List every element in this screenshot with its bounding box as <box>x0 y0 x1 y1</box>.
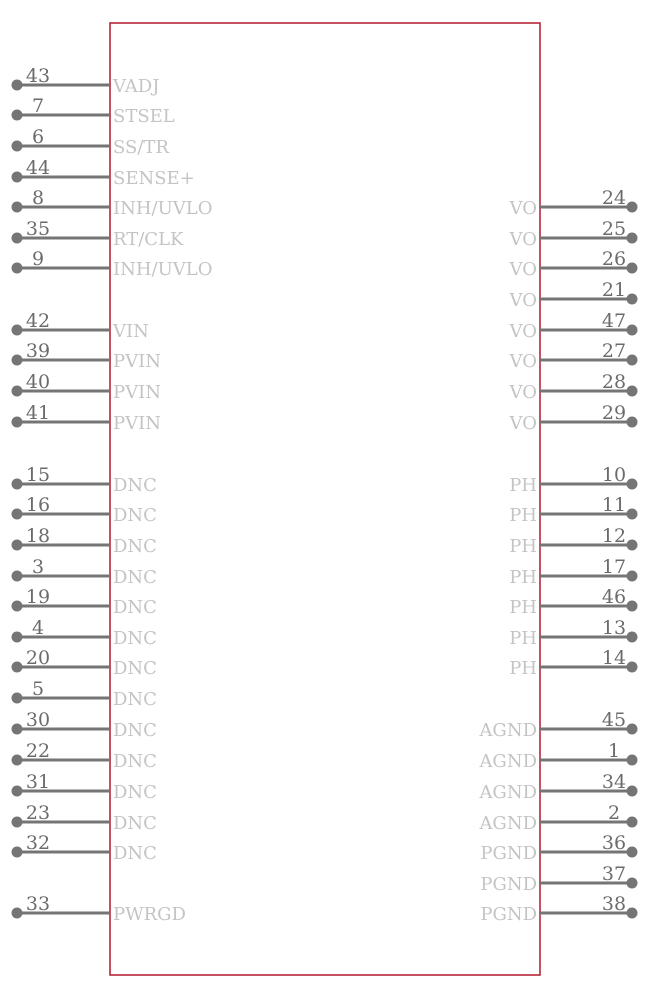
pin-terminal[interactable] <box>12 724 23 735</box>
pin-name: SS/TR <box>113 137 169 158</box>
pin-name: DNC <box>113 751 157 772</box>
pin-number: 3 <box>31 556 45 578</box>
left-pin-42[interactable] <box>12 310 149 342</box>
pin-name: DNC <box>113 567 157 588</box>
pin-name: PVIN <box>113 351 161 372</box>
left-pin-23[interactable] <box>12 802 157 834</box>
pin-terminal[interactable] <box>627 847 638 858</box>
pin-name: DNC <box>113 689 157 710</box>
left-pin-15[interactable] <box>12 464 157 496</box>
pin-number: 24 <box>601 187 627 209</box>
pin-terminal[interactable] <box>627 908 638 919</box>
pin-name: RT/CLK <box>113 229 184 250</box>
left-pin-32[interactable] <box>12 832 157 864</box>
pin-number: 13 <box>601 617 627 639</box>
left-pin-31[interactable] <box>12 771 157 803</box>
pin-terminal[interactable] <box>627 571 638 582</box>
pin-terminal[interactable] <box>627 202 638 213</box>
pin-name: VO <box>509 290 537 311</box>
left-pin-group <box>12 65 213 925</box>
pin-number: 26 <box>601 248 627 270</box>
pin-number: 44 <box>25 157 51 179</box>
pin-terminal[interactable] <box>12 233 23 244</box>
pin-terminal[interactable] <box>627 601 638 612</box>
pin-terminal[interactable] <box>12 662 23 673</box>
left-pin-3[interactable] <box>12 556 157 588</box>
pin-name: PWRGD <box>113 904 186 925</box>
pin-terminal[interactable] <box>12 355 23 366</box>
pin-number: 42 <box>25 310 51 332</box>
pin-name: PH <box>509 536 537 557</box>
right-pin-29[interactable] <box>509 402 638 434</box>
left-pin-20[interactable] <box>12 647 157 679</box>
left-pin-9[interactable] <box>12 248 213 280</box>
pin-terminal[interactable] <box>12 325 23 336</box>
pin-number: 19 <box>25 586 51 608</box>
pin-name: AGND <box>479 782 537 803</box>
pin-name: DNC <box>113 782 157 803</box>
pin-name: SENSE+ <box>113 168 195 189</box>
pin-terminal[interactable] <box>12 172 23 183</box>
left-pin-18[interactable] <box>12 525 157 557</box>
pin-number: 32 <box>25 832 51 854</box>
pin-number: 6 <box>31 126 45 148</box>
right-pin-14[interactable] <box>509 647 637 679</box>
left-pin-33[interactable] <box>12 893 186 925</box>
pin-number: 11 <box>601 494 627 516</box>
pin-number: 47 <box>601 310 627 332</box>
pin-number: 38 <box>601 893 627 915</box>
right-pin-11[interactable] <box>509 494 637 526</box>
right-pin-1[interactable] <box>478 740 637 772</box>
right-pin-21[interactable] <box>509 279 638 311</box>
pin-terminal[interactable] <box>627 386 638 397</box>
pin-number: 25 <box>601 218 627 240</box>
left-pin-39[interactable] <box>12 340 161 372</box>
pin-terminal[interactable] <box>627 540 638 551</box>
pin-number: 36 <box>601 832 627 854</box>
pin-terminal[interactable] <box>12 110 23 121</box>
pin-number: 30 <box>25 709 51 731</box>
pin-name: STSEL <box>113 106 175 127</box>
right-pin-27[interactable] <box>509 340 638 372</box>
pin-terminal[interactable] <box>627 263 638 274</box>
pin-terminal[interactable] <box>12 202 23 213</box>
pin-number: 45 <box>601 709 627 731</box>
right-pin-group <box>478 187 637 925</box>
pin-number: 46 <box>601 586 627 608</box>
pin-name: PH <box>509 505 537 526</box>
pin-terminal[interactable] <box>12 693 23 704</box>
pin-terminal[interactable] <box>12 540 23 551</box>
pin-name: VO <box>509 259 537 280</box>
pin-terminal[interactable] <box>627 878 638 889</box>
pin-number: 14 <box>601 647 627 669</box>
pin-number: 37 <box>601 863 627 885</box>
right-pin-28[interactable] <box>509 371 638 403</box>
pin-terminal[interactable] <box>12 509 23 520</box>
right-pin-25[interactable] <box>509 218 638 250</box>
pin-name: DNC <box>113 597 157 618</box>
pin-number: 40 <box>25 371 51 393</box>
pin-terminal[interactable] <box>12 479 23 490</box>
right-pin-17[interactable] <box>509 556 637 588</box>
pin-terminal[interactable] <box>12 417 23 428</box>
pin-name: PH <box>509 475 537 496</box>
pin-number: 2 <box>607 802 621 824</box>
pin-terminal[interactable] <box>12 908 23 919</box>
right-pin-13[interactable] <box>509 617 637 649</box>
right-pin-34[interactable] <box>478 771 637 803</box>
left-pin-16[interactable] <box>12 494 157 526</box>
pin-name: DNC <box>113 843 157 864</box>
pin-terminal[interactable] <box>627 325 638 336</box>
left-pin-43[interactable] <box>12 65 160 97</box>
pin-number: 33 <box>25 893 51 915</box>
pin-number: 15 <box>25 464 51 486</box>
left-pin-30[interactable] <box>12 709 157 741</box>
right-pin-12[interactable] <box>509 525 637 557</box>
right-pin-37[interactable] <box>480 863 637 895</box>
pin-terminal[interactable] <box>627 724 638 735</box>
pin-name: DNC <box>113 813 157 834</box>
pin-name: PVIN <box>113 413 161 434</box>
pin-number: 1 <box>607 740 621 762</box>
right-pin-47[interactable] <box>509 310 638 342</box>
pin-name: VO <box>509 229 537 250</box>
left-pin-41[interactable] <box>12 402 161 434</box>
left-pin-19[interactable] <box>12 586 157 618</box>
pin-terminal[interactable] <box>12 786 23 797</box>
pin-number: 12 <box>601 525 627 547</box>
pin-name: VO <box>509 321 537 342</box>
pin-name: PVIN <box>113 382 161 403</box>
pin-name: PGND <box>480 904 537 925</box>
pin-name: AGND <box>479 720 537 741</box>
pin-number: 4 <box>31 617 45 639</box>
pin-number: 18 <box>25 525 51 547</box>
pin-number: 9 <box>31 248 45 270</box>
pin-name: PGND <box>480 843 537 864</box>
left-pin-35[interactable] <box>12 218 185 250</box>
pin-number: 28 <box>601 371 627 393</box>
pin-terminal[interactable] <box>12 80 23 91</box>
pin-name: DNC <box>113 536 157 557</box>
pin-number: 43 <box>25 65 51 87</box>
left-pin-8[interactable] <box>12 187 213 219</box>
pin-number: 41 <box>25 402 51 424</box>
pin-terminal[interactable] <box>627 417 638 428</box>
pin-name: VO <box>509 382 537 403</box>
pin-name: AGND <box>479 813 537 834</box>
pin-name: AGND <box>479 751 537 772</box>
pin-number: 7 <box>31 95 45 117</box>
pin-number: 27 <box>601 340 627 362</box>
pin-terminal[interactable] <box>627 755 638 766</box>
right-pin-2[interactable] <box>478 802 637 834</box>
pin-number: 39 <box>25 340 51 362</box>
right-pin-38[interactable] <box>480 893 637 925</box>
pin-terminal[interactable] <box>627 294 638 305</box>
pin-terminal[interactable] <box>12 571 23 582</box>
pin-name: DNC <box>113 628 157 649</box>
left-pin-5[interactable] <box>12 678 157 710</box>
pin-terminal[interactable] <box>627 355 638 366</box>
pin-number: 23 <box>25 802 51 824</box>
pin-name: VO <box>509 413 537 434</box>
pin-name: VO <box>509 198 537 219</box>
pin-number: 22 <box>25 740 51 762</box>
pin-terminal[interactable] <box>12 601 23 612</box>
pin-terminal[interactable] <box>627 509 638 520</box>
left-pin-44[interactable] <box>12 157 195 189</box>
pin-terminal[interactable] <box>627 662 638 673</box>
pin-number: 20 <box>25 647 51 669</box>
right-pin-26[interactable] <box>509 248 638 280</box>
pin-terminal[interactable] <box>12 141 23 152</box>
pin-number: 10 <box>601 464 627 486</box>
pin-terminal[interactable] <box>12 847 23 858</box>
right-pin-36[interactable] <box>480 832 637 864</box>
right-pin-46[interactable] <box>509 586 637 618</box>
pin-name: DNC <box>113 658 157 679</box>
left-pin-7[interactable] <box>12 95 175 127</box>
component-body <box>110 23 540 975</box>
pin-name: PH <box>509 658 537 679</box>
pin-number: 5 <box>31 678 45 700</box>
pin-number: 29 <box>601 402 627 424</box>
pin-terminal[interactable] <box>12 386 23 397</box>
pin-name: DNC <box>113 475 157 496</box>
right-pin-24[interactable] <box>509 187 638 219</box>
pin-number: 21 <box>601 279 627 301</box>
pin-name: PGND <box>480 874 537 895</box>
left-pin-22[interactable] <box>12 740 157 772</box>
pin-name: VO <box>509 351 537 372</box>
pin-name: PH <box>509 628 537 649</box>
pin-name: PH <box>509 597 537 618</box>
pin-number: 16 <box>25 494 51 516</box>
left-pin-4[interactable] <box>12 617 157 649</box>
left-pin-6[interactable] <box>12 126 170 158</box>
pin-number: 8 <box>31 187 45 209</box>
pin-name: INH/UVLO <box>113 198 213 219</box>
pin-terminal[interactable] <box>627 233 638 244</box>
pin-name: VIN <box>113 321 149 342</box>
pin-number: 31 <box>25 771 51 793</box>
pin-terminal[interactable] <box>627 817 638 828</box>
pin-name: DNC <box>113 505 157 526</box>
pin-terminal[interactable] <box>12 632 23 643</box>
pin-number: 34 <box>601 771 627 793</box>
pin-terminal[interactable] <box>12 755 23 766</box>
pin-name: INH/UVLO <box>113 259 213 280</box>
pin-terminal[interactable] <box>12 817 23 828</box>
pin-terminal[interactable] <box>627 786 638 797</box>
pin-name: DNC <box>113 720 157 741</box>
pin-number: 17 <box>601 556 627 578</box>
pin-terminal[interactable] <box>12 263 23 274</box>
pin-terminal[interactable] <box>627 479 638 490</box>
right-pin-10[interactable] <box>509 464 637 496</box>
pin-name: VADJ <box>113 76 160 97</box>
pin-terminal[interactable] <box>627 632 638 643</box>
pin-name: PH <box>509 567 537 588</box>
right-pin-45[interactable] <box>478 709 637 741</box>
left-pin-40[interactable] <box>12 371 161 403</box>
pin-number: 35 <box>25 218 51 240</box>
